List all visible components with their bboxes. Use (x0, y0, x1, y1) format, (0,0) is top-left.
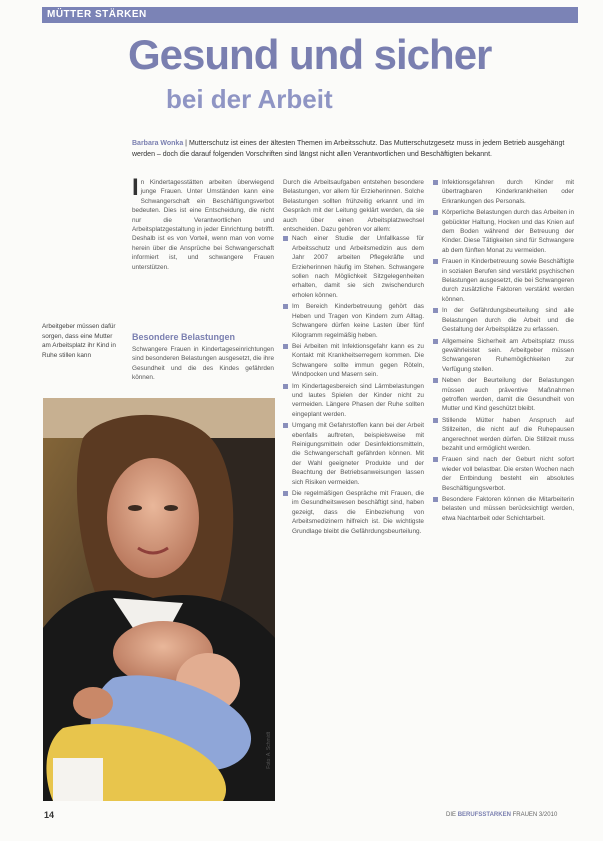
footer-magazine-name: BERUFSSTARKEN (457, 812, 511, 818)
page-footer (446, 812, 557, 818)
col2-intro: Durch die Arbeitsaufgaben entstehen besondere Belastungen, vor allem für Erzieherinnen. Solche Belastungen sollten frühzeitig erkannt und im Gespräch mit der Leitung geklärt werden, da sie auch über einen Arbeitsplatzwechsel entscheiden. Dazu gehören vor allem: (283, 179, 424, 234)
list-item: In der Gefährdungsbeurteilung sind alle Belastungen durch die Arbeit und die Gestaltung der Arbeitsplätze zu erfassen. (433, 306, 574, 334)
page-number: 14 (44, 810, 55, 820)
list-item: Besondere Faktoren können die Mitarbeiterin belasten und müssen berücksichtigt werden, etwa Nachtarbeit oder Schichtarbeit. (433, 495, 574, 523)
list-item: Im Bereich Kinderbetreuung gehört das Heben und Tragen von Kindern zum Alltag. Schwangere dürfen keine Lasten über fünf Kilogramm regelmäßig heben. (283, 302, 424, 340)
article-lead: Barbara Wonka | Mutterschutz ist eines der ältesten Themen im Arbeitsschutz. Das Mutterschutzgesetz muss in jedem Betrieb ausgehängt werden – doch die darauf folgenden Vorschriften sind längst nicht allen Verantwortlichen und Beschäftigten bekannt. (132, 140, 565, 158)
list-item: Die regelmäßigen Gespräche mit Frauen, die im Gesundheitswesen beschäftigt sind, haben gezeigt, dass die Einbeziehung von Arbeitsmedizinern hilfreich ist. Die wichtigste Grundlage bleibt die Gefährdungsbeurteilung. (283, 489, 424, 536)
list-item: Im Kindertagesbereich sind Lärmbelastungen und lautes Spielen der Kinder nicht zu vermeiden. Längere Phasen der Ruhe sollten eingeplant werden. (283, 382, 424, 420)
article-subtitle: bei der Arbeit (166, 84, 333, 114)
subsection-text: Schwangere Frauen in Kindertageseinrichtungen sind besonderen Belastungen ausgesetzt, die ihre Gesundheit und die des Kindes gefährden können. (132, 346, 274, 382)
section-subhead: Besondere Belastungen (132, 332, 236, 342)
section-label: MÜTTER STÄRKEN (47, 9, 147, 20)
col1-text: n Kindertagesstätten arbeiten überwiegend junge Frauen. Unter Umständen kann eine Schwangerschaft ein Beschäftigungsverbot bedeuten. Dies ist eine Entscheidung, die nicht nur die Verantwortlichen und Arbeitsplatzgestaltung in jeder Einrichtung betrifft. Deshalb ist es von Vorteil, wenn man von vorne herein über die Ansprüche bei Schwangerschaft informiert ist, und schwangere Frauen unterstützen. (132, 179, 274, 271)
list-item: Frauen sind nach der Geburt nicht sofort wieder voll belastbar. Die ersten Wochen nach der Entbindung besteht ein absolutes Beschäftigungsverbot. (433, 455, 574, 493)
drop-cap: I (132, 178, 139, 201)
list-item: Umgang mit Gefahrstoffen kann bei der Arbeit ebenfalls auftreten, beispielsweise mit Reinigungsmitteln oder Desinfektionsmitteln, die Schwangerschaft gefährden können. Mit der Wahl geeigneter Produkte und der Beachtung der Betriebsanweisungen lassen sich Risiken vermeiden. (283, 421, 424, 487)
text-column-1 (132, 178, 274, 328)
list-item: Nach einer Studie der Unfallkasse für Arbeitsschutz und Arbeitsmedizin aus dem Jahr 2007 arbeiten Pflegekräfte und Erzieherinnen häufig im Stehen. Schwangere sollen nach Möglichkeit Sitzgelegenheiten erhalten, damit sie sich zwischendurch erholen können. (283, 234, 424, 300)
text-column-2 (283, 178, 424, 813)
lead-text: Mutterschutz ist eines der ältesten Themen im Arbeitsschutz. Das Mutterschutzgesetz muss in jedem Betrieb ausgehängt werden – doch die darauf folgenden Vorschriften sind längst nicht allen Verantwortlichen und Beschäftigten bekannt. (132, 140, 565, 158)
footer-issue: FRAUEN 3/2010 (512, 812, 558, 818)
list-item: Frauen in Kinderbetreuung sowie Beschäftigte in sozialen Berufen sind verstärkt psychischen Belastungen ausgesetzt, die bei Schwangeren durch zusätzliche Faktoren verstärkt werden können. (433, 257, 574, 304)
text-column-3 (433, 178, 574, 813)
mother-breastfeeding-photo (43, 398, 275, 801)
photo-credit: Foto: A. Schmidt (266, 732, 272, 769)
article-title: Gesund und sicher (128, 31, 492, 78)
list-item: Allgemeine Sicherheit am Arbeitsplatz muss gewährleistet sein. Arbeitgeber müssen Schwangeren Ruhemöglichkeiten zur Verfügung stellen. (433, 337, 574, 375)
lead-author: Barbara Wonka (132, 140, 184, 147)
list-item: Neben der Beurteilung der Belastungen müssen auch präventive Maßnahmen getroffen werden, damit die Gesundheit von Mutter und Kind geschützt bleibt. (433, 376, 574, 414)
footer-prefix: DIE (446, 812, 457, 818)
photo-caption: Arbeitgeber müssen dafür sorgen, dass eine Mutter am Arbeitsplatz ihr Kind in Ruhe stillen kann (42, 323, 116, 359)
list-item: Infektionsgefahren durch Kinder mit übertragbaren Kinderkrankheiten oder Erkrankungen des Personals. (433, 178, 574, 206)
photo-illustration (43, 398, 275, 801)
list-item: Körperliche Belastungen durch das Arbeiten in gebückter Haltung, Hocken und das Knien auf dem Boden während der Betreuung der Kinder. Diese Tätigkeiten sind für Schwangere ab dem fünften Monat zu vermeiden. (433, 208, 574, 255)
list-item: Stillende Mütter haben Anspruch auf Stillzeiten, die nicht auf die Ruhepausen angerechnet werden dürfen. Die Stillzeit muss bezahlt und ermöglicht werden. (433, 416, 574, 454)
list-item: Bei Arbeiten mit Infektionsgefahr kann es zu Kontakt mit Krankheitserregern kommen. Die Schwangere sollte immun gegen Röteln, Windpocken und Masern sein. (283, 342, 424, 380)
